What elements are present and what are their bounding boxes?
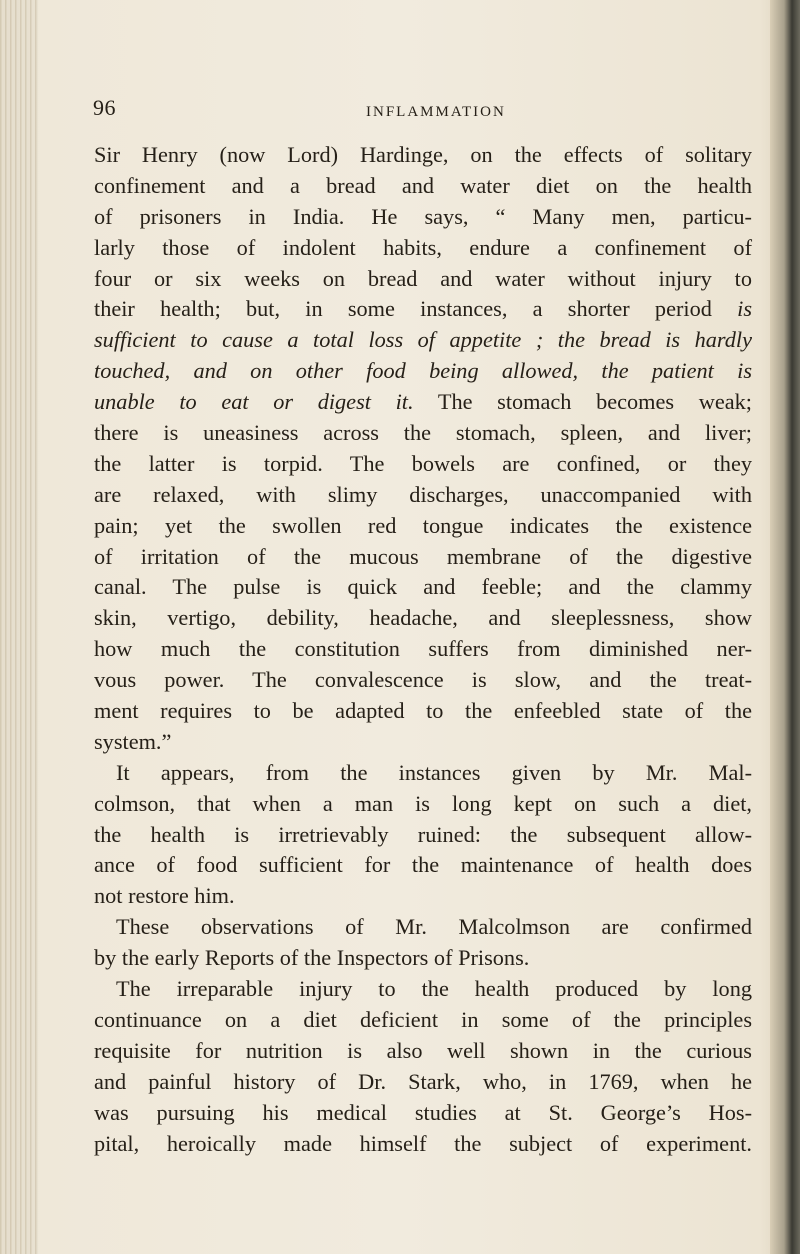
text-line [94,294,752,325]
text-line-roman: ment requires to be adapted to the enfeebled state of the [94,698,752,724]
text-line-roman: was pursuing his medical studies at St. George’s Hos- [94,1099,752,1125]
text-line [94,634,752,665]
text-line-roman: how much the constitution suffers from diminished ner- [94,636,752,662]
text-line-tail: The stomach becomes weak; [413,389,752,415]
text-line [94,974,752,1005]
body-text [94,140,752,1159]
text-line [94,758,752,789]
text-line [94,140,752,171]
text-line [94,850,752,881]
text-line [94,356,752,387]
page-gutter-shadow [0,0,38,1254]
text-line-roman: by the early Reports of the Inspectors of Prisons. [94,945,530,971]
text-line-italic: touched, and on other food being allowed, the patient is [94,358,752,384]
text-line [94,387,752,418]
text-line-roman: pain; yet the swollen red tongue indicates the existence [94,512,752,538]
text-line-roman: of prisoners in India. He says, “ Many men, particu- [94,203,752,229]
text-line-roman: the health is irretrievably ruined: the subsequent allow- [94,821,752,847]
text-line-italic: unable to eat or digest it. [94,389,414,415]
page-number: 96 [93,95,116,120]
text-line [94,325,752,356]
running-head: INFLAMMATION [366,104,506,120]
text-line-roman: four or six weeks on bread and water without injury to [94,265,752,291]
text-line [94,449,752,480]
text-line [94,912,752,943]
text-line-roman: continuance on a diet deficient in some of the principles [94,1006,752,1032]
text-line [94,1129,752,1160]
text-line [94,696,752,727]
text-line-roman: It appears, from the instances given by Mr. Mal- [116,759,752,785]
text-line [94,665,752,696]
text-line [94,1005,752,1036]
text-line-roman: colmson, that when a man is long kept on such a diet, [94,790,752,816]
text-line [94,542,752,573]
text-line-roman: are relaxed, with slimy discharges, unaccompanied with [94,481,752,507]
text-line-roman: confinement and a bread and water diet on the health [94,172,752,198]
text-line [94,480,752,511]
text-line-roman: not restore him. [94,883,235,909]
text-line [94,881,752,912]
text-line-roman: These observations of Mr. Malcolmson are confirmed [116,914,752,940]
text-line-italic: sufficient to cause a total loss of appetite ; the bread is hardly [94,327,752,353]
text-line [94,820,752,851]
text-line [94,171,752,202]
text-line [94,264,752,295]
text-line [94,511,752,542]
text-line [94,233,752,264]
text-line [94,1036,752,1067]
text-line-roman: system.” [94,728,172,754]
text-line-roman: there is uneasiness across the stomach, spleen, and liver; [94,420,752,446]
page-edge-shadow [770,0,800,1254]
text-line-roman: their health; but, in some instances, a shorter period [94,296,738,322]
text-line-roman: The irreparable injury to the health produced by long [116,976,752,1002]
text-line [94,789,752,820]
text-line [94,1067,752,1098]
text-line-roman: and painful history of Dr. Stark, who, in 1769, when he [94,1068,752,1094]
text-line-roman: skin, vertigo, debility, headache, and sleeplessness, show [94,605,752,631]
text-line-roman: larly those of indolent habits, endure a confinement of [94,234,752,260]
text-line [94,1098,752,1129]
text-line-roman: ance of food sufficient for the maintenance of health does [94,852,752,878]
text-line-roman: Sir Henry (now Lord) Hardinge, on the effects of solitary [94,142,752,167]
text-line-italic: is [737,296,752,322]
text-line [94,603,752,634]
text-line-roman: the latter is torpid. The bowels are confined, or they [94,450,752,476]
text-line-roman: of irritation of the mucous membrane of the digestive [94,543,752,569]
text-line [94,943,752,974]
text-line [94,572,752,603]
text-line-roman: requisite for nutrition is also well shown in the curious [94,1037,752,1063]
text-line-roman: pital, heroically made himself the subject of experiment. [94,1130,752,1156]
text-line-roman: vous power. The convalescence is slow, and the treat- [94,667,752,693]
text-line [94,202,752,233]
text-line-roman: canal. The pulse is quick and feeble; and the clammy [94,574,752,600]
text-line [94,418,752,449]
text-line [94,727,752,758]
